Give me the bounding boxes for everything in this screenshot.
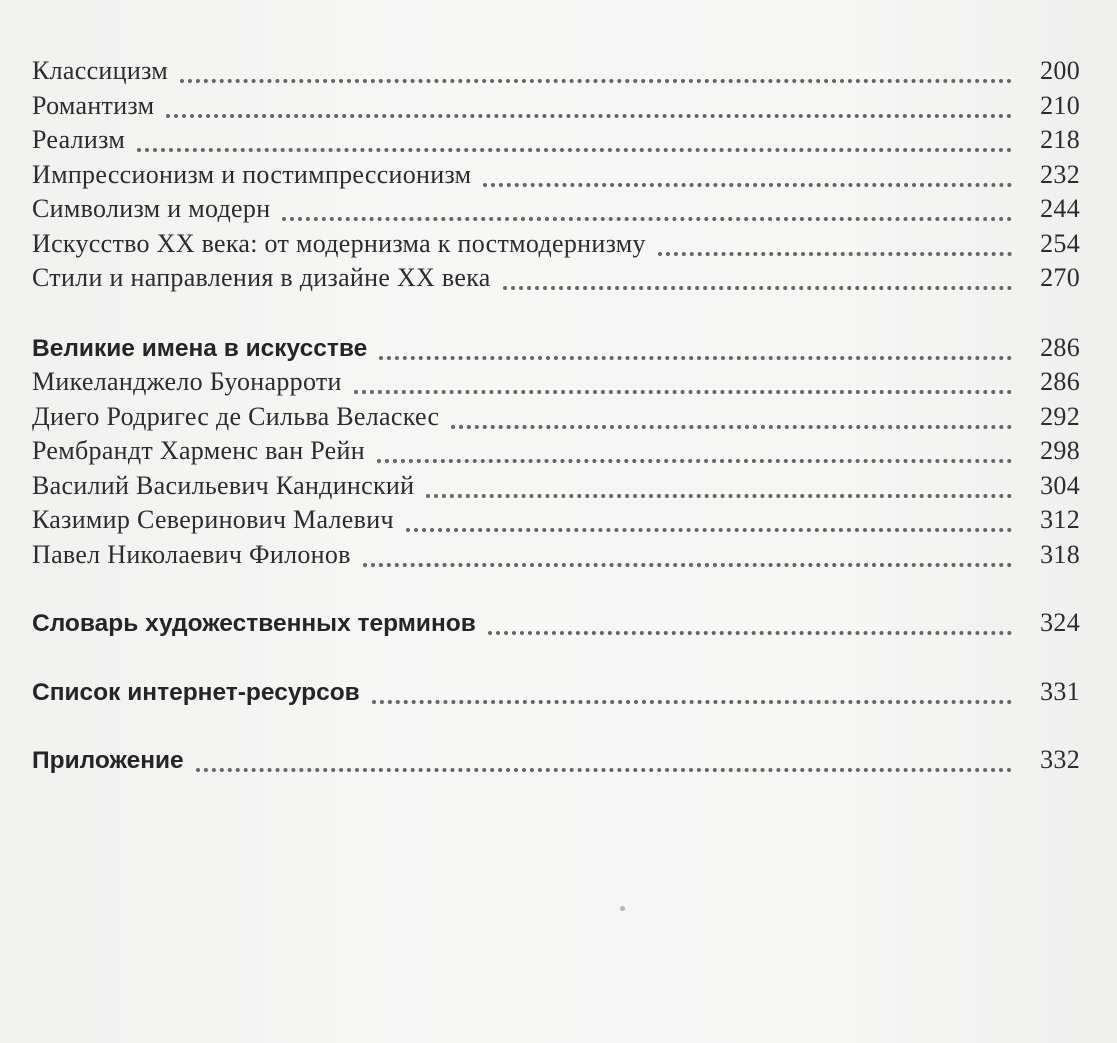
toc-entry-page: 254 <box>1040 228 1080 258</box>
toc-entry-page: 286 <box>1040 367 1080 396</box>
toc-entry-page: 218 <box>1040 125 1080 154</box>
toc-entry-title: Реализм <box>32 125 126 154</box>
toc-entry-20th-century-art <box>32 229 1080 264</box>
section-gap <box>32 643 1080 677</box>
toc-entry-realism <box>32 125 1080 160</box>
toc-entry-title: Искусство XX века: от модернизма к постмодернизму <box>32 228 646 258</box>
toc-section-glossary <box>32 608 1080 643</box>
toc-entry-page: 244 <box>1040 194 1080 223</box>
toc-entry-page: 298 <box>1040 436 1080 465</box>
toc-section-great-names <box>32 333 1080 368</box>
toc-entry-title: Диего Родригес де Сильва Веласкес <box>32 401 440 431</box>
toc-section-title: Приложение <box>32 747 184 774</box>
toc-entry-page: 286 <box>1040 332 1080 362</box>
toc-section-title: Словарь художественных терминов <box>32 610 476 637</box>
toc-entry-velazquez <box>32 402 1080 437</box>
toc-entry-rembrandt <box>32 436 1080 471</box>
toc-entry-filonov <box>32 540 1080 575</box>
toc-entry-title: Импрессионизм и постимпрессионизм <box>32 159 472 189</box>
toc-section-title: Список интернет-ресурсов <box>32 678 360 706</box>
toc-entry-classicism <box>32 56 1080 91</box>
toc-section-internet-resources <box>32 677 1080 712</box>
toc-entry-page: 332 <box>1040 745 1080 774</box>
toc-entry-impressionism <box>32 160 1080 195</box>
toc-entry-page: 324 <box>1040 608 1080 637</box>
dot-leader <box>180 79 1012 83</box>
dot-leader <box>658 252 1012 256</box>
toc-entry-malevich <box>32 505 1080 540</box>
toc-entry-page: 270 <box>1040 263 1080 292</box>
toc-entry-title: Василий Васильевич Кандинский <box>32 470 415 500</box>
dot-leader <box>377 459 1012 463</box>
toc-entry-page: 200 <box>1040 56 1080 85</box>
dot-leader <box>488 631 1012 635</box>
toc-section-title: Великие имена в искусстве <box>32 334 368 362</box>
toc-entry-page: 318 <box>1040 539 1080 569</box>
dot-leader <box>451 425 1012 429</box>
section-gap <box>32 711 1080 745</box>
toc-entry-page: 312 <box>1040 505 1080 534</box>
dot-leader <box>166 114 1012 118</box>
dot-leader <box>196 768 1012 772</box>
dot-leader <box>483 183 1012 187</box>
dot-leader <box>363 563 1012 567</box>
toc-entry-design-styles <box>32 263 1080 298</box>
toc-entry-title: Рембрандт Харменс ван Рейн <box>32 436 365 465</box>
dot-leader <box>372 700 1012 704</box>
toc-section-appendix <box>32 745 1080 780</box>
toc-entry-page: 304 <box>1040 470 1080 500</box>
dot-leader <box>426 494 1012 498</box>
toc-entry-title: Казимир Северинович Малевич <box>32 505 394 534</box>
dot-leader <box>354 390 1012 394</box>
toc-entry-romanticism <box>32 91 1080 126</box>
dot-leader <box>282 217 1012 221</box>
section-gap <box>32 574 1080 608</box>
toc-entry-page: 292 <box>1040 401 1080 431</box>
dot-leader <box>503 286 1012 290</box>
dot-leader <box>406 528 1012 532</box>
toc-entry-page: 232 <box>1040 159 1080 189</box>
toc-entry-title: Символизм и модерн <box>32 194 271 223</box>
toc-entry-title: Романтизм <box>32 90 155 120</box>
paper-speck <box>620 906 625 911</box>
toc-entry-title: Стили и направления в дизайне XX века <box>32 263 491 292</box>
toc-entry-title: Классицизм <box>32 56 169 85</box>
section-gap <box>32 298 1080 333</box>
toc-entry-page: 331 <box>1040 676 1080 706</box>
dot-leader <box>379 356 1012 360</box>
toc-entry-kandinsky <box>32 471 1080 506</box>
toc-entry-symbolism <box>32 194 1080 229</box>
toc-entry-michelangelo <box>32 367 1080 402</box>
toc-entry-title: Павел Николаевич Филонов <box>32 539 351 569</box>
table-of-contents <box>32 56 1080 780</box>
dot-leader <box>137 148 1012 152</box>
toc-entry-page: 210 <box>1040 90 1080 120</box>
toc-entry-title: Микеланджело Буонарроти <box>32 367 342 396</box>
